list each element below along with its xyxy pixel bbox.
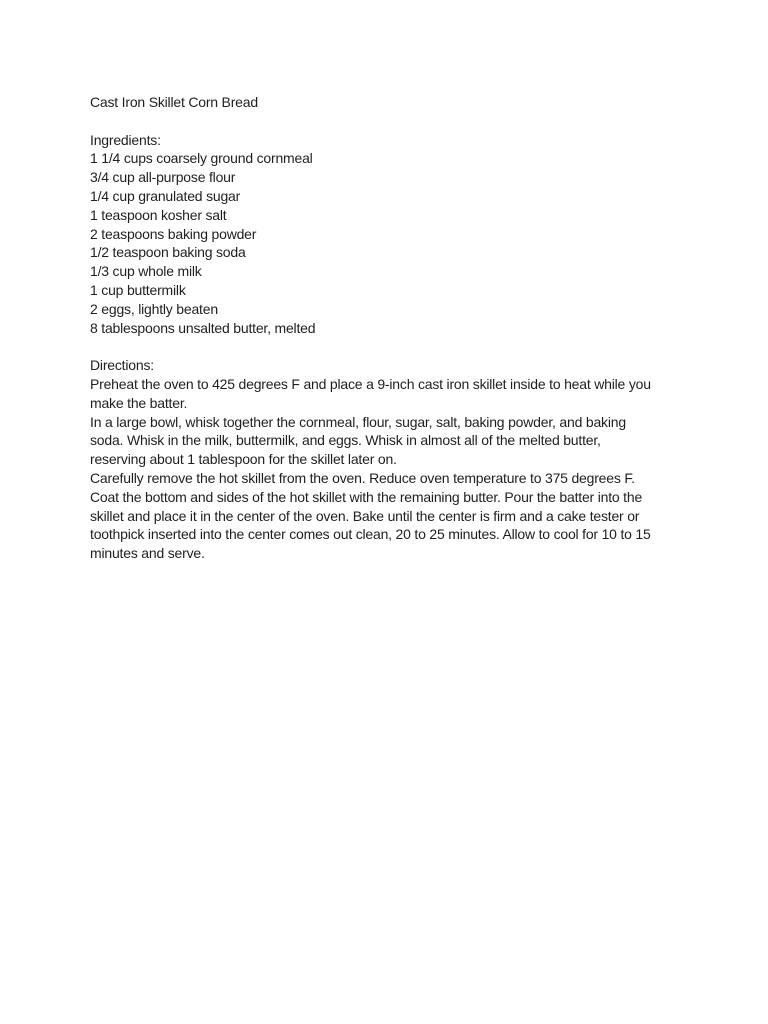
ingredient-line: 1/3 cup whole milk (90, 263, 202, 280)
direction-line: Carefully remove the hot skillet from the oven. Reduce oven temperature to 375 degrees F. (90, 469, 635, 486)
direction-line: In a large bowl, whisk together the cornmeal, flour, sugar, salt, baking powder, and baking (90, 413, 626, 430)
blank-line (90, 337, 690, 356)
direction-line: minutes and serve. (90, 545, 205, 562)
blank-line (90, 112, 690, 131)
direction-line: make the batter. (90, 394, 188, 411)
ingredients-list (90, 149, 690, 337)
recipe-document (90, 93, 690, 563)
ingredient-line: 1/2 teaspoon baking soda (90, 244, 246, 261)
ingredient-line: 1 teaspoon kosher salt (90, 206, 227, 223)
direction-line: toothpick inserted into the center comes out clean, 20 to 25 minutes. Allow to cool for 10 to 15 (90, 526, 651, 543)
ingredient-line: 1 cup buttermilk (90, 281, 186, 298)
ingredient-line: 2 eggs, lightly beaten (90, 300, 218, 317)
ingredients-heading: Ingredients: (90, 131, 161, 148)
direction-line: reserving about 1 tablespoon for the skillet later on. (90, 451, 397, 468)
ingredient-line: 3/4 cup all-purpose flour (90, 169, 236, 186)
recipe-title: Cast Iron Skillet Corn Bread (90, 94, 258, 110)
directions-text (90, 375, 690, 563)
ingredient-line: 8 tablespoons unsalted butter, melted (90, 319, 316, 336)
direction-line: Preheat the oven to 425 degrees F and place a 9-inch cast iron skillet inside to heat while you (90, 375, 651, 392)
direction-line: skillet and place it in the center of the oven. Bake until the center is firm and a cake tester or (90, 507, 640, 524)
ingredient-line: 2 teaspoons baking powder (90, 225, 257, 242)
ingredient-line: 1 1/4 cups coarsely ground cornmeal (90, 150, 313, 167)
direction-line: Coat the bottom and sides of the hot skillet with the remaining butter. Pour the batter into the (90, 488, 643, 505)
direction-line: soda. Whisk in the milk, buttermilk, and eggs. Whisk in almost all of the melted butter, (90, 432, 601, 449)
ingredient-line: 1/4 cup granulated sugar (90, 187, 241, 204)
directions-heading: Directions: (90, 357, 154, 374)
